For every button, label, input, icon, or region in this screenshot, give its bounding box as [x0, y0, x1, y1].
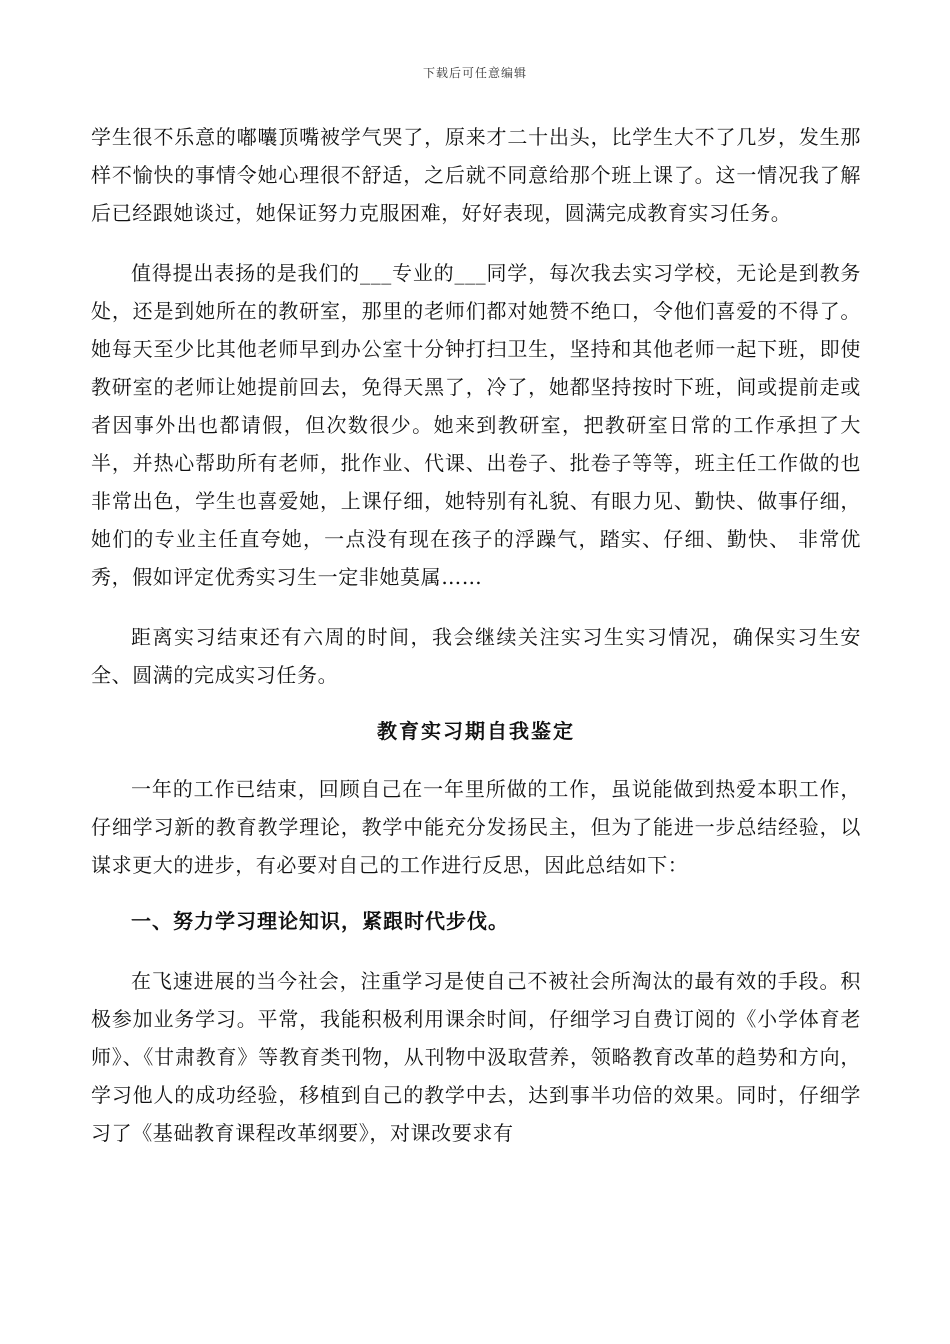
paragraph-gap — [91, 232, 861, 254]
section-heading-1: 一、努力学习理论知识，紧跟时代步伐。 — [131, 909, 509, 933]
paragraph-intro: 一年的工作已结束，回顾自己在一年里所做的工作，虽说能做到热爱本职工作，仔细学习新的教育教学理论，教学中能充分发扬民主，但为了能进一步总结经验，以谋求更大的进步，有必要对自己的工作进行反思，因此总结如下： — [91, 777, 861, 877]
paragraph-gap — [91, 596, 861, 618]
document-body — [91, 118, 861, 1152]
page-header: 下载后可任意编辑 — [422, 66, 527, 80]
paragraph-study: 在飞速进展的当今社会，注重学习是使自己不被社会所淘汰的最有效的手段。积极参加业务学习。平常，我能积极利用课余时间，仔细学习自费订阅的《小学体育老师》、《甘肃教育》等教育类刊物，从刊物中汲取营养，领略教育改革的趋势和方向，学习他人的成功经验，移植到自己的教学中去，达到事半功倍的效果。同时，仔细学习了《基础教育课程改革纲要》，对课改要求有 — [91, 969, 861, 1145]
paragraph-continuation: 学生很不乐意的嘟囔顶嘴被学气哭了，原来才二十出头，比学生大不了几岁，发生那样不愉快的事情令她心理很不舒适，之后就不同意给那个班上课了。这一情况我了解后已经跟她谈过，她保证努力克服困难，好好表现，圆满完成教育实习任务。 — [91, 125, 861, 225]
section-title: 教育实习期自我鉴定 — [377, 719, 575, 743]
paragraph-remaining-weeks: 距离实习结束还有六周的时间，我会继续关注实习生实习情况，确保实习生安全、圆满的完成实习任务。 — [91, 625, 861, 687]
paragraph-praise: 值得提出表扬的是我们的___专业的___同学，每次我去实习学校，无论是到教务处，还是到她所在的教研室，那里的老师们都对她赞不绝口，令他们喜爱的不得了。她每天至少比其他老师早到办公室十分钟打扫卫生，坚持和其他老师一起下班，即使教研室的老师让她提前回去，免得天黑了，冷了，她都坚持按时下班，间或提前走或者因事外出也都请假，但次数很少。她来到教研室，把教研室日常的工作承担了大半，并热心帮助所有老师，批作业、代课、出卷子、批卷子等等，班主任工作做的也非常出色，学生也喜爱她，上课仔细，她特别有礼貌、有眼力见、勤快、做事仔细，她们的专业主任直夸她，一点没有现在孩子的浮躁气，踏实、仔细、勤快、 非常优秀，假如评定优秀实习生一定非她莫属…… — [91, 261, 861, 589]
